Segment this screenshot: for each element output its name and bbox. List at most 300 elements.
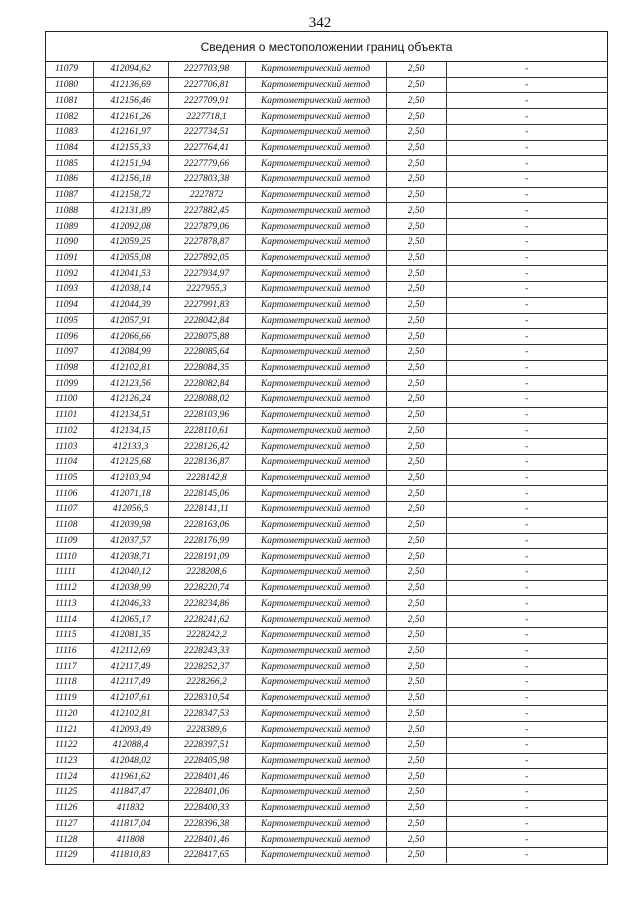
table-row: [46, 627, 607, 643]
table-row: [46, 282, 607, 298]
method-cell: Картометрический метод: [245, 423, 386, 439]
method-cell: Картометрический метод: [245, 627, 386, 643]
boundary-table-container: [45, 31, 608, 865]
point-number-cell: 11086: [46, 172, 93, 188]
accuracy-cell: 2,50: [386, 596, 446, 612]
coord-y-cell: 2227878,87: [168, 234, 245, 250]
table-row: [46, 533, 607, 549]
coord-y-cell: 2228242,2: [168, 627, 245, 643]
point-number-cell: 11088: [46, 203, 93, 219]
table-row: [46, 439, 607, 455]
method-cell: Картометрический метод: [245, 502, 386, 518]
point-number-cell: 11089: [46, 219, 93, 235]
method-cell: Картометрический метод: [245, 596, 386, 612]
coord-x-cell: 411810,83: [93, 847, 168, 862]
point-number-cell: 11113: [46, 596, 93, 612]
coord-x-cell: 411961,62: [93, 769, 168, 785]
table-row: [46, 250, 607, 266]
accuracy-cell: 2,50: [386, 800, 446, 816]
accuracy-cell: 2,50: [386, 454, 446, 470]
table-row: [46, 753, 607, 769]
coord-y-cell: 2228176,99: [168, 533, 245, 549]
coord-x-cell: 412107,61: [93, 690, 168, 706]
note-cell: -: [446, 800, 607, 816]
method-cell: Картометрический метод: [245, 533, 386, 549]
accuracy-cell: 2,50: [386, 612, 446, 628]
coord-y-cell: 2228163,06: [168, 517, 245, 533]
note-cell: -: [446, 643, 607, 659]
table-row: [46, 847, 607, 862]
point-number-cell: 11080: [46, 77, 93, 93]
coord-x-cell: 412125,68: [93, 454, 168, 470]
coord-x-cell: 412151,94: [93, 156, 168, 172]
accuracy-cell: 2,50: [386, 769, 446, 785]
accuracy-cell: 2,50: [386, 565, 446, 581]
note-cell: -: [525, 850, 529, 861]
coord-y-cell: 2227718,1: [168, 109, 245, 125]
coord-y-cell: 2228252,37: [168, 659, 245, 675]
accuracy-cell: 2,50: [386, 533, 446, 549]
method-cell: Картометрический метод: [245, 140, 386, 156]
accuracy-cell: 2,50: [386, 203, 446, 219]
point-number-cell: 11118: [46, 675, 93, 691]
method-cell: Картометрический метод: [245, 832, 386, 848]
point-number-cell: 11119: [46, 690, 93, 706]
point-number-cell: 11081: [46, 93, 93, 109]
coord-y-cell: 2228136,87: [168, 454, 245, 470]
table-row: [46, 675, 607, 691]
method-cell: Картометрический метод: [245, 439, 386, 455]
coord-y-cell: 2228220,74: [168, 580, 245, 596]
accuracy-cell: 2,50: [386, 486, 446, 502]
table-row: [46, 344, 607, 360]
coord-x-cell: 412102,81: [93, 360, 168, 376]
method-cell: Картометрический метод: [245, 219, 386, 235]
coord-x-cell: 412065,17: [93, 612, 168, 628]
accuracy-cell: 2,50: [386, 816, 446, 832]
note-cell: -: [446, 93, 607, 109]
method-cell: Картометрический метод: [245, 753, 386, 769]
note-cell: -: [446, 109, 607, 125]
note-cell: -: [446, 360, 607, 376]
coord-x-cell: 412102,81: [93, 706, 168, 722]
method-cell: Картометрический метод: [245, 800, 386, 816]
note-cell: -: [446, 266, 607, 282]
note-cell: -: [446, 565, 607, 581]
coord-y-cell: 2227872: [168, 187, 245, 203]
coord-x-cell: 412155,33: [93, 140, 168, 156]
point-number-cell: 11104: [46, 454, 93, 470]
table-row: [46, 612, 607, 628]
coord-x-cell: 412133,3: [93, 439, 168, 455]
note-cell: -: [446, 596, 607, 612]
coord-y-cell: 2228082,84: [168, 376, 245, 392]
point-number-cell: 11100: [46, 392, 93, 408]
coord-y-cell: 2227892,05: [168, 250, 245, 266]
point-number-cell: 11108: [46, 517, 93, 533]
method-cell: Картометрический метод: [245, 580, 386, 596]
accuracy-cell: 2,50: [386, 360, 446, 376]
accuracy-cell: 2,50: [386, 627, 446, 643]
point-number-cell: 11117: [46, 659, 93, 675]
note-cell: -: [446, 533, 607, 549]
table-row: [46, 360, 607, 376]
method-cell: Картометрический метод: [245, 785, 386, 801]
coord-x-cell: 412056,5: [93, 502, 168, 518]
coord-y-cell: 2228389,6: [168, 722, 245, 738]
coord-y-cell: 2228145,06: [168, 486, 245, 502]
coord-x-cell: 412117,49: [93, 675, 168, 691]
coord-y-cell: 2228042,84: [168, 313, 245, 329]
coord-y-cell: 2227703,98: [168, 62, 245, 77]
point-number-cell: 11095: [46, 313, 93, 329]
point-number-cell: 11110: [46, 549, 93, 565]
coord-y-cell: 2228241,62: [168, 612, 245, 628]
note-cell: -: [446, 722, 607, 738]
note-cell: -: [446, 219, 607, 235]
point-number-cell: 11129: [46, 847, 93, 862]
coord-y-cell: 2227882,45: [168, 203, 245, 219]
point-number-cell: 11107: [46, 502, 93, 518]
coord-y-cell: 2228075,88: [168, 329, 245, 345]
table-row: [46, 203, 607, 219]
accuracy-cell: 2,50: [386, 376, 446, 392]
method-cell: Картометрический метод: [245, 250, 386, 266]
coord-y-cell: 2227706,81: [168, 77, 245, 93]
method-cell: Картометрический метод: [245, 470, 386, 486]
coord-y-cell: 2228141,11: [168, 502, 245, 518]
coord-x-cell: 412117,49: [93, 659, 168, 675]
table-row: [46, 62, 607, 77]
coord-y-cell: 2228126,42: [168, 439, 245, 455]
accuracy-cell: 2,50: [386, 517, 446, 533]
table-row: [46, 502, 607, 518]
note-cell: -: [446, 549, 607, 565]
coord-x-cell: 412088,4: [93, 737, 168, 753]
accuracy-cell: 2,50: [386, 234, 446, 250]
method-cell: Картометрический метод: [245, 172, 386, 188]
coord-x-cell: 412055,08: [93, 250, 168, 266]
method-cell: Картометрический метод: [245, 109, 386, 125]
point-number-cell: 11094: [46, 297, 93, 313]
note-cell: -: [446, 62, 607, 77]
method-cell: Картометрический метод: [245, 329, 386, 345]
coord-x-cell: 412044,39: [93, 297, 168, 313]
point-number-cell: 11106: [46, 486, 93, 502]
coord-x-cell: 412038,99: [93, 580, 168, 596]
coord-y-cell: 2227734,51: [168, 124, 245, 140]
method-cell: Картометрический метод: [245, 376, 386, 392]
table-row: [46, 769, 607, 785]
accuracy-cell: 2,50: [386, 219, 446, 235]
table-row: [46, 140, 607, 156]
table-row: [46, 659, 607, 675]
point-number-cell: 11099: [46, 376, 93, 392]
table-row: [46, 565, 607, 581]
table-row: [46, 219, 607, 235]
note-cell: -: [446, 580, 607, 596]
coord-x-cell: 412134,15: [93, 423, 168, 439]
coord-x-cell: 412158,72: [93, 187, 168, 203]
method-cell: Картометрический метод: [245, 769, 386, 785]
coord-y-cell: 2228243,33: [168, 643, 245, 659]
accuracy-cell: 2,50: [386, 187, 446, 203]
accuracy-cell: 2,50: [386, 77, 446, 93]
note-cell: -: [446, 376, 607, 392]
table-row: [46, 580, 607, 596]
coord-y-cell: 2227991,83: [168, 297, 245, 313]
table-row: [46, 643, 607, 659]
note-cell: -: [446, 675, 607, 691]
coord-x-cell: 412126,24: [93, 392, 168, 408]
coord-y-cell: 2227955,3: [168, 282, 245, 298]
coord-x-cell: 412136,69: [93, 77, 168, 93]
accuracy-cell: 2,50: [386, 706, 446, 722]
note-cell: -: [446, 785, 607, 801]
coord-y-cell: 2228310,54: [168, 690, 245, 706]
point-number-cell: 11112: [46, 580, 93, 596]
coord-y-cell: 2228234,86: [168, 596, 245, 612]
accuracy-cell: 2,50: [386, 172, 446, 188]
coord-x-cell: 411847,47: [93, 785, 168, 801]
point-number-cell: 11123: [46, 753, 93, 769]
point-number-cell: 11111: [46, 565, 93, 581]
note-cell: -: [446, 187, 607, 203]
accuracy-cell: 2,50: [386, 250, 446, 266]
method-cell: Картометрический метод: [245, 203, 386, 219]
point-number-cell: 11114: [46, 612, 93, 628]
table-row: [46, 454, 607, 470]
method-cell: Картометрический метод: [245, 187, 386, 203]
table-row: [46, 549, 607, 565]
coord-y-cell: 2228397,51: [168, 737, 245, 753]
page-number: 342: [308, 15, 332, 31]
note-cell: -: [446, 407, 607, 423]
coord-y-cell: 2228401,46: [168, 832, 245, 848]
coord-x-cell: 412046,33: [93, 596, 168, 612]
point-number-cell: 11087: [46, 187, 93, 203]
accuracy-cell: 2,50: [386, 847, 446, 862]
coord-y-cell: 2227934,97: [168, 266, 245, 282]
accuracy-cell: 2,50: [386, 659, 446, 675]
table-row: [46, 392, 607, 408]
method-cell: Картометрический метод: [245, 675, 386, 691]
table-row: [46, 800, 607, 816]
coord-x-cell: 412038,71: [93, 549, 168, 565]
coord-y-cell: 2228088,02: [168, 392, 245, 408]
method-cell: Картометрический метод: [245, 847, 386, 862]
method-cell: Картометрический метод: [245, 77, 386, 93]
method-cell: Картометрический метод: [245, 360, 386, 376]
point-number-cell: 11125: [46, 785, 93, 801]
method-cell: Картометрический метод: [245, 313, 386, 329]
coord-y-cell: 2228401,06: [168, 785, 245, 801]
coord-y-cell: 2228401,46: [168, 769, 245, 785]
note-cell: -: [446, 706, 607, 722]
point-number-cell: 11101: [46, 407, 93, 423]
note-cell: -: [446, 439, 607, 455]
coord-y-cell: 2228400,33: [168, 800, 245, 816]
accuracy-cell: 2,50: [386, 470, 446, 486]
method-cell: Картометрический метод: [245, 124, 386, 140]
table-row: [46, 407, 607, 423]
coord-y-cell: 2227764,41: [168, 140, 245, 156]
note-cell: -: [446, 172, 607, 188]
table-row: [46, 486, 607, 502]
note-cell: -: [446, 454, 607, 470]
table-row: [46, 423, 607, 439]
table-body: [46, 62, 607, 863]
table-row: [46, 785, 607, 801]
point-number-cell: 11079: [46, 62, 93, 77]
method-cell: Картометрический метод: [245, 486, 386, 502]
coord-x-cell: 412092,08: [93, 219, 168, 235]
table-row: [46, 313, 607, 329]
accuracy-cell: 2,50: [386, 344, 446, 360]
accuracy-cell: 2,50: [386, 832, 446, 848]
table-row: [46, 832, 607, 848]
table-row: [46, 124, 607, 140]
table-row: [46, 329, 607, 345]
method-cell: Картометрический метод: [245, 517, 386, 533]
method-cell: Картометрический метод: [245, 816, 386, 832]
table-row: [46, 266, 607, 282]
note-cell: -: [446, 124, 607, 140]
table-row: [46, 297, 607, 313]
method-cell: Картометрический метод: [245, 706, 386, 722]
coord-x-cell: 412131,89: [93, 203, 168, 219]
accuracy-cell: 2,50: [386, 313, 446, 329]
coord-x-cell: 412134,51: [93, 407, 168, 423]
point-number-cell: 11097: [46, 344, 93, 360]
accuracy-cell: 2,50: [386, 737, 446, 753]
coord-y-cell: 2228347,53: [168, 706, 245, 722]
point-number-cell: 11120: [46, 706, 93, 722]
note-cell: -: [446, 250, 607, 266]
accuracy-cell: 2,50: [386, 329, 446, 345]
accuracy-cell: 2,50: [386, 690, 446, 706]
coord-y-cell: 2228191,09: [168, 549, 245, 565]
note-cell: -: [446, 140, 607, 156]
point-number-cell: 11126: [46, 800, 93, 816]
point-number-cell: 11116: [46, 643, 93, 659]
point-number-cell: 11085: [46, 156, 93, 172]
method-cell: Картометрический метод: [245, 156, 386, 172]
coord-x-cell: 412039,98: [93, 517, 168, 533]
point-number-cell: 11082: [46, 109, 93, 125]
note-cell: -: [446, 832, 607, 848]
note-cell: -: [446, 329, 607, 345]
note-cell: -: [446, 77, 607, 93]
method-cell: Картометрический метод: [245, 392, 386, 408]
coord-x-cell: 412103,94: [93, 470, 168, 486]
note-cell: -: [446, 737, 607, 753]
point-number-cell: 11103: [46, 439, 93, 455]
point-number-cell: 11105: [46, 470, 93, 486]
coord-x-cell: 412156,46: [93, 93, 168, 109]
method-cell: Картометрический метод: [245, 282, 386, 298]
coord-y-cell: 2227779,66: [168, 156, 245, 172]
accuracy-cell: 2,50: [386, 675, 446, 691]
coord-x-cell: 412040,12: [93, 565, 168, 581]
note-cell: -: [446, 313, 607, 329]
coord-y-cell: 2227803,38: [168, 172, 245, 188]
coord-y-cell: 2228417,65: [168, 847, 245, 862]
table-row: [46, 470, 607, 486]
coord-y-cell: 2227879,06: [168, 219, 245, 235]
method-cell: Картометрический метод: [245, 454, 386, 470]
coord-y-cell: 2228396,38: [168, 816, 245, 832]
point-number-cell: 11091: [46, 250, 93, 266]
coord-x-cell: 412112,69: [93, 643, 168, 659]
accuracy-cell: 2,50: [386, 753, 446, 769]
accuracy-cell: 2,50: [386, 439, 446, 455]
table-row: [46, 234, 607, 250]
accuracy-cell: 2,50: [386, 502, 446, 518]
accuracy-cell: 2,50: [386, 392, 446, 408]
coord-x-cell: 412066,66: [93, 329, 168, 345]
accuracy-cell: 2,50: [386, 407, 446, 423]
method-cell: Картометрический метод: [245, 234, 386, 250]
coord-y-cell: 2228266,2: [168, 675, 245, 691]
coord-x-cell: 412037,57: [93, 533, 168, 549]
point-number-cell: 11096: [46, 329, 93, 345]
point-number-cell: 11098: [46, 360, 93, 376]
accuracy-cell: 2,50: [386, 140, 446, 156]
note-cell: -: [446, 156, 607, 172]
note-cell: -: [446, 470, 607, 486]
point-number-cell: 11109: [46, 533, 93, 549]
method-cell: Картометрический метод: [245, 407, 386, 423]
accuracy-cell: 2,50: [386, 643, 446, 659]
table-row: [46, 77, 607, 93]
accuracy-cell: 2,50: [386, 62, 446, 77]
table-row: [46, 172, 607, 188]
point-number-cell: 11083: [46, 124, 93, 140]
note-cell: -: [446, 502, 607, 518]
method-cell: Картометрический метод: [245, 690, 386, 706]
point-number-cell: 11121: [46, 722, 93, 738]
coord-y-cell: 2227709,91: [168, 93, 245, 109]
note-cell: -: [446, 392, 607, 408]
point-number-cell: 11124: [46, 769, 93, 785]
method-cell: Картометрический метод: [245, 93, 386, 109]
table-row: [46, 156, 607, 172]
method-cell: Картометрический метод: [245, 62, 386, 77]
coord-x-cell: 412081,35: [93, 627, 168, 643]
coordinates-table: [46, 62, 607, 863]
table-row: [46, 737, 607, 753]
note-cell: -: [446, 203, 607, 219]
point-number-cell: 11115: [46, 627, 93, 643]
accuracy-cell: 2,50: [386, 722, 446, 738]
coord-y-cell: 2228405,98: [168, 753, 245, 769]
coord-x-cell: 412048,02: [93, 753, 168, 769]
accuracy-cell: 2,50: [386, 785, 446, 801]
coord-x-cell: 412084,99: [93, 344, 168, 360]
accuracy-cell: 2,50: [386, 266, 446, 282]
note-cell: -: [446, 517, 607, 533]
point-number-cell: 11090: [46, 234, 93, 250]
point-number-cell: 11092: [46, 266, 93, 282]
note-cell: -: [446, 423, 607, 439]
method-cell: Картометрический метод: [245, 344, 386, 360]
method-cell: Картометрический метод: [245, 297, 386, 313]
coord-x-cell: 412161,26: [93, 109, 168, 125]
point-number-cell: 11084: [46, 140, 93, 156]
note-cell: -: [446, 659, 607, 675]
point-number-cell: 11127: [46, 816, 93, 832]
